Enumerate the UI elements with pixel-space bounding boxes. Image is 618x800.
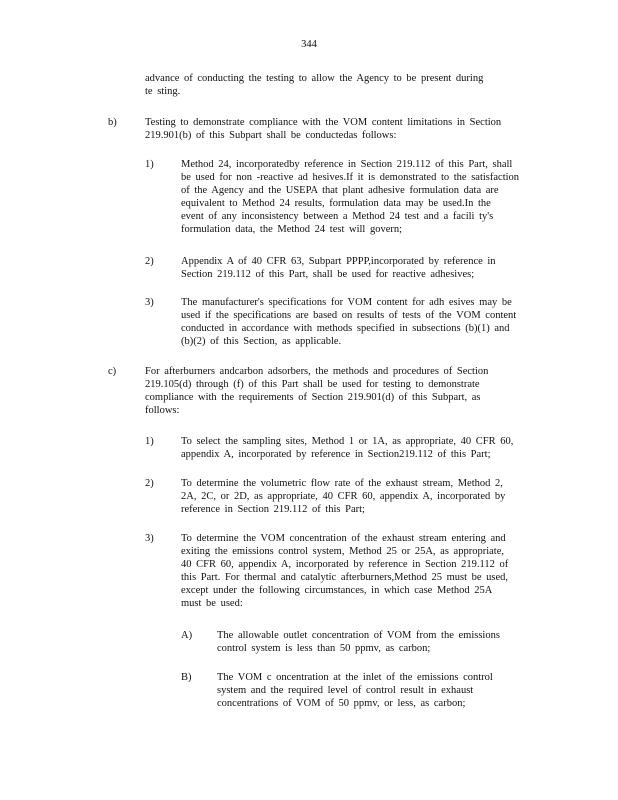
text-line: Appendix A of 40 CFR 63, Subpart PPPP,incorporated by reference in [181, 256, 496, 267]
text-line: To determine the volumetric flow rate of the exhaust stream, Method 2, [181, 478, 503, 489]
text-line: Section 219.112 of this Part, shall be used for reactive adhesives; [181, 269, 475, 280]
section-c-item-1 [181, 435, 513, 461]
text-line: equivalent to Method 24 results, formulation data may be used.In the [181, 198, 491, 209]
text-line: be used for non -reactive ad hesives.If it is demonstrated to the satisfaction [181, 172, 520, 183]
text-line: To select the sampling sites, Method 1 or 1A, as appropriate, 40 CFR 60, [181, 436, 514, 447]
text-line: For afterburners andcarbon adsorbers, the methods and procedures of Section [145, 366, 489, 377]
section-b-item-2-marker: 2) [145, 256, 154, 267]
text-line: The manufacturer's specifications for VOM content for adh esives may be [181, 297, 512, 308]
text-line: must be used: [181, 598, 243, 609]
text-line: of the Agency and the USEPA that plant adhesive formulation data are [181, 185, 499, 196]
text-line: concentrations of VOM of 50 ppmv, or less, as carbon; [217, 698, 466, 709]
section-b-item-3-marker: 3) [145, 297, 154, 308]
text-line: 219.105(d) through (f) of this Part shall be used for testing to demonstrate [145, 379, 480, 390]
text-line: system and the required level of control result in exhaust [217, 685, 474, 696]
section-c-item-3-marker: 3) [145, 533, 154, 544]
text-line: The allowable outlet concentration of VOM from the emissions [217, 630, 500, 641]
text-line: conducted in accordance with methods specified in subsections (b)(1) and [181, 323, 510, 334]
section-b-item-2 [181, 255, 496, 281]
section-c-item-2 [181, 477, 505, 516]
text-line: used if the specifications are based on results of tests of the VOM content [181, 310, 517, 321]
subitem-a [217, 629, 500, 655]
text-line: formulation data, the Method 24 test will govern; [181, 224, 403, 235]
section-c-marker: c) [108, 366, 117, 377]
text-line: advance of conducting the testing to allow the Agency to be present during [145, 73, 484, 84]
text-line: Testing to demonstrate compliance with the VOM content limitations in Section [145, 117, 502, 128]
subitem-b [217, 671, 493, 710]
text-line: event of any inconsistency between a Method 24 test and a facili ty's [181, 211, 494, 222]
text-line: compliance with the requirements of Section 219.901(d) of this Subpart, as [145, 392, 481, 403]
text-line: except under the following circumstances, in which case Method 25A [181, 585, 493, 596]
text-line: follows: [145, 405, 180, 416]
text-line: te sting. [145, 86, 181, 97]
text-line: The VOM c oncentration at the inlet of the emissions control [217, 672, 493, 683]
text-line: appendix A, incorporated by reference in Section219.112 of this Part; [181, 449, 491, 460]
section-c-paragraph [145, 365, 488, 417]
section-b-item-1-marker: 1) [145, 159, 154, 170]
section-b-paragraph [145, 116, 501, 142]
section-b-item-1 [181, 158, 519, 236]
section-c-item-1-marker: 1) [145, 436, 154, 447]
text-line: this Part. For thermal and catalytic afterburners,Method 25 must be used, [181, 572, 509, 583]
text-line: To determine the VOM concentration of the exhaust stream entering and [181, 533, 506, 544]
section-b-marker: b) [108, 117, 117, 128]
text-line: reference in Section 219.112 of this Part; [181, 504, 365, 515]
section-b-item-3 [181, 296, 516, 348]
subitem-a-marker: A) [181, 630, 193, 641]
section-c-item-2-marker: 2) [145, 478, 154, 489]
text-line: control system is less than 50 ppmv, as carbon; [217, 643, 431, 654]
intro-paragraph [145, 72, 483, 98]
text-line: exiting the emissions control system, Method 25 or 25A, as appropriate, [181, 546, 504, 557]
text-line: Method 24, incorporatedby reference in Section 219.112 of this Part, shall [181, 159, 513, 170]
page-number: 344 [301, 39, 317, 50]
text-line: 40 CFR 60, appendix A, incorporated by reference in Section 219.112 of [181, 559, 509, 570]
section-c-item-3 [181, 532, 508, 610]
subitem-b-marker: B) [181, 672, 192, 683]
text-line: 2A, 2C, or 2D, as appropriate, 40 CFR 60, appendix A, incorporated by [181, 491, 506, 502]
text-line: 219.901(b) of this Subpart shall be conductedas follows: [145, 130, 397, 141]
text-line: (b)(2) of this Section, as applicable. [181, 336, 342, 347]
